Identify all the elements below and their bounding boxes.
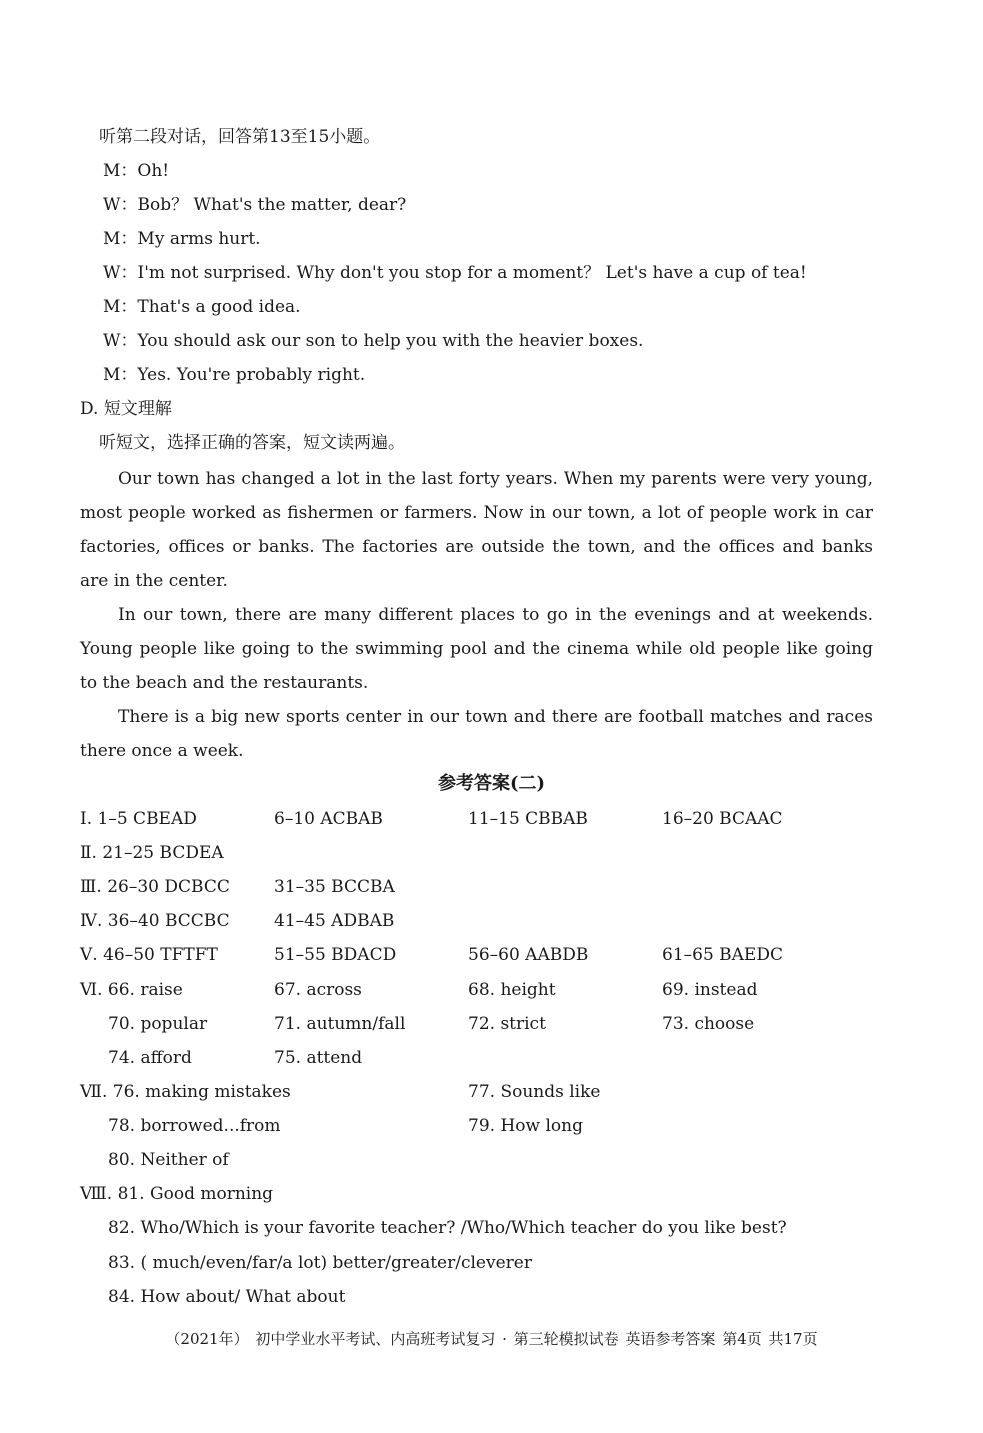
page-footer: （2021年） 初中学业水平考试、内高班考试复习 · 第三轮模拟试卷 英语参考答案 第4页 共17页 — [165, 1330, 818, 1348]
answer-item: 70. popular — [108, 1014, 208, 1034]
section-d-heading: D. 短文理解 — [80, 399, 172, 419]
answer-item: 41–45 ADBAB — [274, 911, 395, 931]
answers-title: 参考答案(二) — [437, 773, 546, 794]
section2-instruction: 听第二段对话，回答第13至15小题。 — [99, 127, 381, 147]
dialogue-line: M：Oh! — [103, 161, 170, 181]
answer-item: Ⅲ. 26–30 DCBCC — [80, 877, 230, 897]
answer-item: Ⅷ. 81. Good morning — [80, 1184, 274, 1204]
section-d-instruction: 听短文，选择正确的答案，短文读两遍。 — [99, 433, 405, 453]
answer-item: Ⅱ. 21–25 BCDEA — [80, 843, 224, 863]
dialogue-line: W：I'm not surprised. Why don't you stop for a moment？ Let's have a cup of tea! — [103, 263, 807, 283]
answer-item: 72. strict — [468, 1014, 546, 1034]
passage-paragraph: In our town, there are many different places to go in the evenings and at weekends. Young people like going to the swimming pool and the cinema while old people like going to the beach and the restaurants. — [80, 605, 873, 693]
answer-item: Ⅴ. 46–50 TFTFT — [80, 945, 218, 965]
answer-item: 11–15 CBBAB — [468, 809, 588, 829]
answer-item: Ⅵ. 66. raise — [80, 980, 183, 1000]
answer-item: 74. afford — [108, 1048, 192, 1068]
answer-item: 68. height — [468, 980, 556, 1000]
answer-item: 79. How long — [468, 1116, 583, 1136]
dialogue-line: M：Yes. You're probably right. — [103, 365, 366, 385]
answer-item: 80. Neither of — [108, 1150, 229, 1170]
answer-item: 6–10 ACBAB — [274, 809, 383, 829]
answer-item: 51–55 BDACD — [274, 945, 397, 965]
answer-item: 73. choose — [662, 1014, 755, 1034]
answer-item: 69. instead — [662, 980, 758, 1000]
answer-item: Ⅰ. 1–5 CBEAD — [80, 809, 197, 829]
answer-item: 61–65 BAEDC — [662, 945, 783, 965]
passage — [80, 462, 873, 768]
answer-item: 83. ( much/even/far/a lot) better/greater/cleverer — [108, 1253, 532, 1273]
answer-item: 56–60 AABDB — [468, 945, 589, 965]
passage-paragraph: Our town has changed a lot in the last forty years. When my parents were very young, most people worked as fishermen or farmers. Now in our town, a lot of people work in car factories, offices or banks. The factories are outside the town, and the offices and banks are in the center. — [80, 469, 873, 591]
answer-item: 84. How about/ What about — [108, 1287, 346, 1307]
dialogue-line: W：You should ask our son to help you with the heavier boxes. — [103, 331, 644, 351]
answer-item: Ⅳ. 36–40 BCCBC — [80, 911, 230, 931]
answer-item: 82. Who/Which is your favorite teacher? /Who/Which teacher do you like best? — [108, 1218, 787, 1238]
answer-item: 75. attend — [274, 1048, 363, 1068]
answer-item: 31–35 BCCBA — [274, 877, 395, 897]
dialogue-line: W：Bob？ What's the matter, dear? — [103, 195, 407, 215]
answer-item: 67. across — [274, 980, 362, 1000]
answer-item: 77. Sounds like — [468, 1082, 601, 1102]
answer-item: 71. autumn/fall — [274, 1014, 406, 1034]
answer-item: Ⅶ. 76. making mistakes — [80, 1082, 291, 1102]
answer-item: 78. borrowed...from — [108, 1116, 281, 1136]
dialogue-line: M：My arms hurt. — [103, 229, 261, 249]
passage-paragraph: There is a big new sports center in our town and there are football matches and races there once a week. — [80, 707, 873, 761]
dialogue-line: M：That's a good idea. — [103, 297, 301, 317]
answer-item: 16–20 BCAAC — [662, 809, 783, 829]
